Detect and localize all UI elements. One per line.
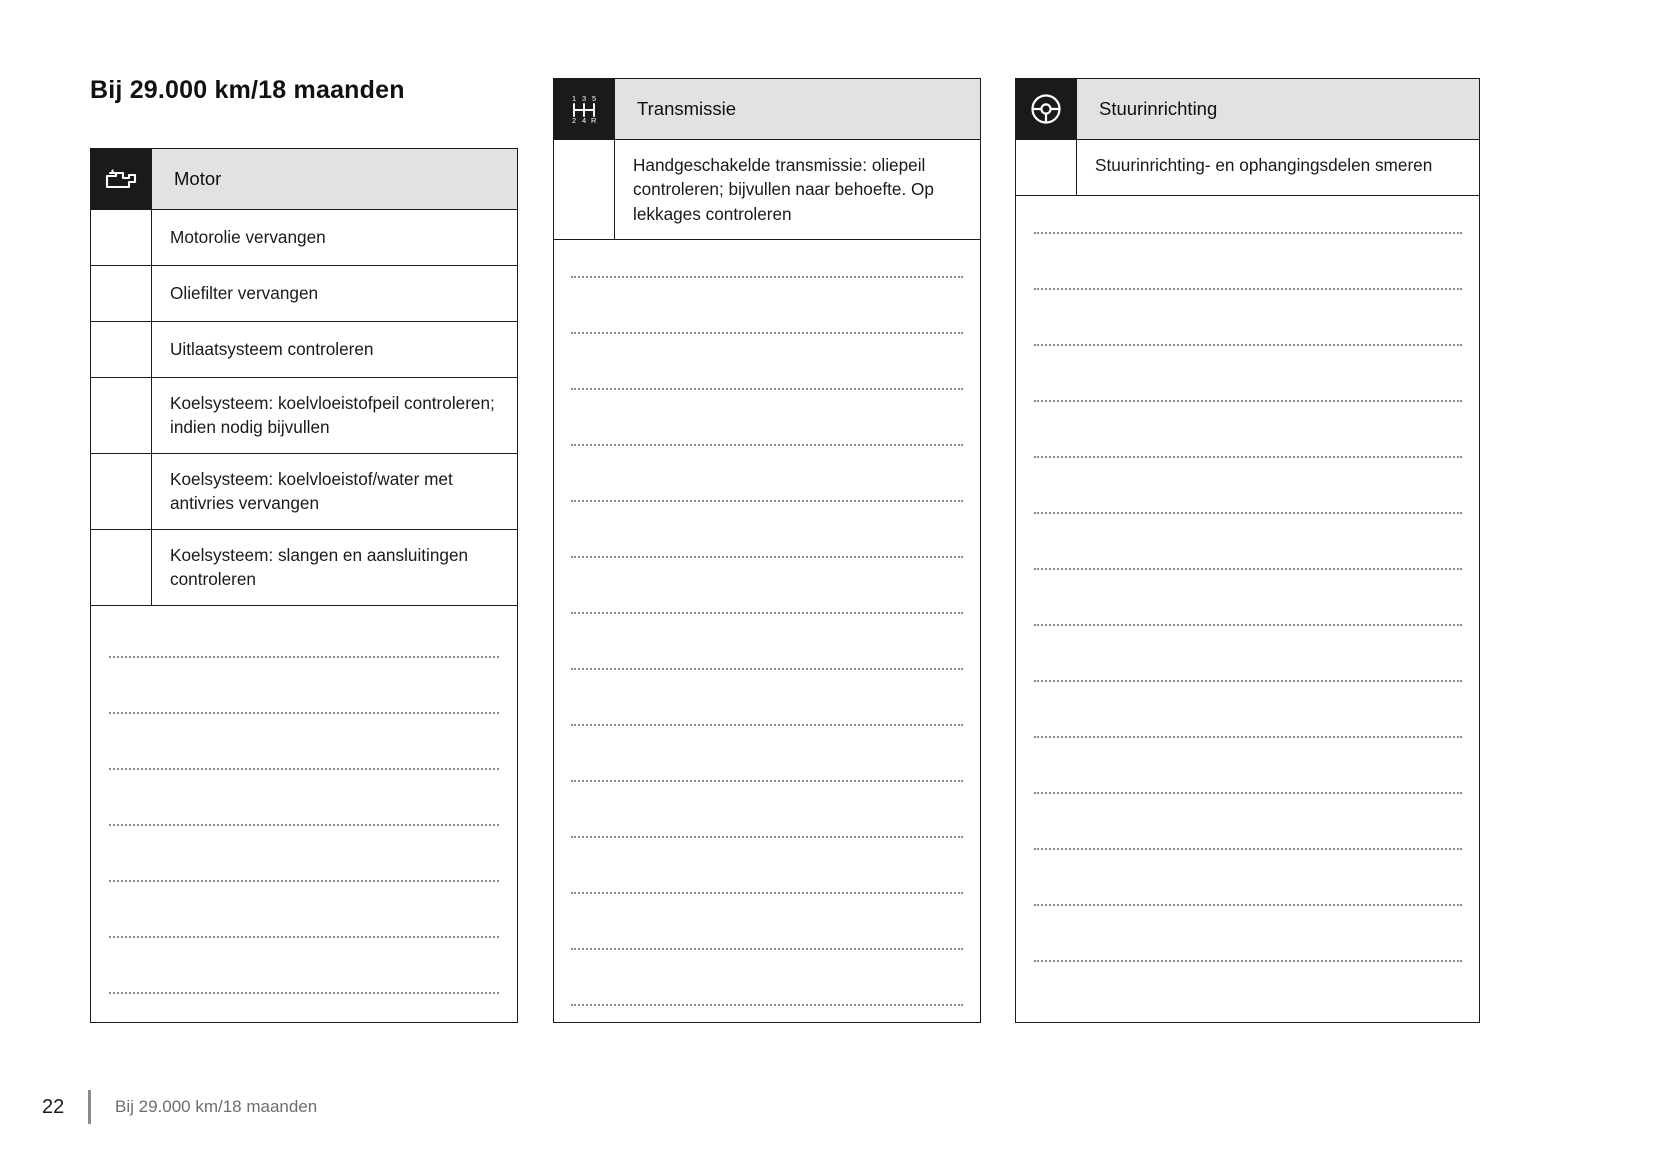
note-line[interactable]	[109, 656, 499, 658]
note-line[interactable]	[571, 276, 963, 278]
notes-area-motor[interactable]	[91, 606, 517, 994]
task-checkbox[interactable]	[91, 322, 152, 377]
svg-text:3: 3	[582, 94, 587, 103]
task-label: Koelsysteem: slangen en aansluitingen controleren	[170, 544, 469, 590]
section-motor	[90, 148, 518, 1023]
task-checkbox[interactable]	[554, 140, 615, 239]
footer-label: Bij 29.000 km/18 maanden	[115, 1097, 318, 1116]
section-stuurinrichting	[1015, 78, 1480, 1023]
section-header-transmissie	[554, 79, 980, 140]
note-line[interactable]	[1034, 288, 1462, 290]
note-line[interactable]	[571, 444, 963, 446]
section-header-stuurinrichting	[1016, 79, 1479, 140]
task-row[interactable]	[91, 210, 517, 266]
section-title-stuurinrichting: Stuurinrichting	[1099, 98, 1218, 119]
note-line[interactable]	[1034, 568, 1462, 570]
task-row[interactable]	[1016, 140, 1479, 196]
task-label: Koelsysteem: koelvloeistofpeil controleren; indien nodig bijvullen	[170, 393, 495, 438]
task-row[interactable]	[554, 140, 980, 240]
note-line[interactable]	[1034, 736, 1462, 738]
note-line[interactable]	[571, 948, 963, 950]
task-checkbox[interactable]	[91, 210, 152, 265]
task-label: Uitlaatsysteem controleren	[170, 339, 374, 360]
notes-area-stuurinrichting[interactable]	[1016, 196, 1479, 962]
svg-text:1: 1	[572, 94, 577, 103]
steering-wheel-icon	[1016, 79, 1077, 139]
svg-text:2: 2	[572, 116, 577, 125]
note-line[interactable]	[1034, 512, 1462, 514]
svg-text:5: 5	[592, 94, 597, 103]
note-line[interactable]	[109, 824, 499, 826]
note-line[interactable]	[1034, 456, 1462, 458]
task-label: Handgeschakelde transmissie: oliepeil controleren; bijvullen naar behoefte. Op lekkages controleren	[633, 155, 934, 224]
note-line[interactable]	[1034, 400, 1462, 402]
note-line[interactable]	[1034, 792, 1462, 794]
task-label: Stuurinrichting- en ophangingsdelen smeren	[1095, 155, 1433, 175]
task-row[interactable]	[91, 530, 517, 606]
task-row[interactable]	[91, 322, 517, 378]
note-line[interactable]	[571, 500, 963, 502]
note-line[interactable]	[109, 712, 499, 714]
note-line[interactable]	[1034, 960, 1462, 962]
note-line[interactable]	[571, 780, 963, 782]
note-line[interactable]	[1034, 344, 1462, 346]
note-line[interactable]	[1034, 232, 1462, 234]
note-line[interactable]	[571, 1004, 963, 1006]
note-line[interactable]	[109, 936, 499, 938]
task-row[interactable]	[91, 378, 517, 454]
section-title-motor: Motor	[174, 168, 222, 189]
task-checkbox[interactable]	[91, 530, 152, 605]
task-checkbox[interactable]	[91, 454, 152, 529]
task-label: Koelsysteem: koelvloeistof/water met antivries vervangen	[170, 468, 453, 514]
note-line[interactable]	[109, 880, 499, 882]
footer-page-number: 22	[42, 1095, 65, 1118]
svg-text:4: 4	[582, 116, 587, 125]
svg-text:R: R	[591, 116, 597, 125]
note-line[interactable]	[571, 724, 963, 726]
note-line[interactable]	[571, 556, 963, 558]
page-footer	[42, 1087, 317, 1127]
note-line[interactable]	[571, 892, 963, 894]
note-line[interactable]	[571, 668, 963, 670]
note-line[interactable]	[1034, 848, 1462, 850]
task-checkbox[interactable]	[91, 378, 152, 453]
note-line[interactable]	[571, 836, 963, 838]
note-line[interactable]	[571, 612, 963, 614]
note-line[interactable]	[1034, 904, 1462, 906]
task-row[interactable]	[91, 454, 517, 530]
task-label: Oliefilter vervangen	[170, 283, 319, 304]
page-title: Bij 29.000 km/18 maanden	[90, 76, 405, 104]
task-row[interactable]	[91, 266, 517, 322]
section-transmissie	[553, 78, 981, 1023]
note-line[interactable]	[571, 388, 963, 390]
section-header-motor	[91, 149, 517, 210]
notes-area-transmissie[interactable]	[554, 240, 980, 1006]
task-label: Motorolie vervangen	[170, 227, 326, 248]
section-title-transmissie: Transmissie	[637, 98, 737, 119]
task-checkbox[interactable]	[91, 266, 152, 321]
note-line[interactable]	[109, 768, 499, 770]
footer-divider	[88, 1090, 91, 1124]
note-line[interactable]	[571, 332, 963, 334]
task-checkbox[interactable]	[1016, 140, 1077, 195]
note-line[interactable]	[1034, 624, 1462, 626]
note-line[interactable]	[1034, 680, 1462, 682]
note-line[interactable]	[109, 992, 499, 994]
gearbox-icon	[554, 79, 615, 139]
engine-icon	[91, 149, 152, 209]
